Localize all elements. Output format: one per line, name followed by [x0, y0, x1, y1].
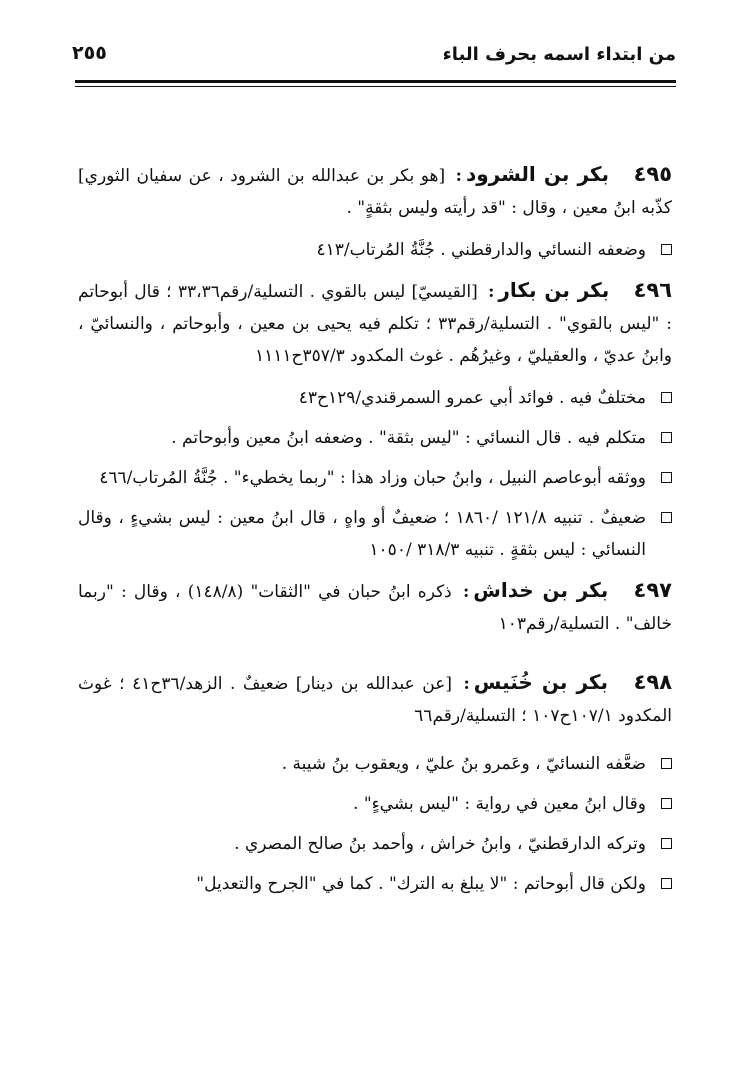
page-header	[72, 38, 676, 78]
bullet-item	[78, 502, 672, 566]
entry-name: بكر بن خداش	[473, 578, 609, 602]
bullet-item	[78, 828, 672, 860]
checkbox-bullet-icon	[661, 512, 672, 523]
entry-name: بكر بن خُنَيس	[473, 670, 609, 694]
entry-number: ٤٩٧	[633, 578, 672, 602]
checkbox-bullet-icon	[661, 878, 672, 889]
checkbox-bullet-icon	[661, 244, 672, 255]
checkbox-bullet-icon	[661, 472, 672, 483]
page-number: ٢٥٥	[72, 42, 107, 64]
bullet-text: ولكن قال أبوحاتم : "لا يبلغ به الترك" . كما في "الجرح والتعديل"	[196, 874, 646, 894]
bullet-text: وضعفه النسائي والدارقطني . جُنَّةُ المُرتاب/٤١٣	[316, 240, 646, 260]
bullet-text: وقال ابنُ معين في رواية : "ليس بشيءٍ" .	[353, 794, 646, 814]
page-body	[78, 158, 672, 908]
entry: ٤٩٨ بكر بن خُنَيس: [عن عبدالله بن دينار] ضعيفٌ . الزهد/٣٦ح٤١ ؛ غوث المكدود ١٠٧/١ح١٠٧ ؛ التسلية/رقم٦٦	[78, 670, 673, 726]
bullet-text: مختلفٌ فيه . فوائد أبي عمرو السمرقندي/١٢٩ح٤٣	[298, 388, 646, 408]
entry-text: ذكره ابنُ حبان في "الثقات" (١٤٨/٨) ، وقال : "ربما خالف" . التسلية/رقم١٠٣	[78, 582, 672, 634]
bullet-text: متكلم فيه . قال النسائي : "ليس بثقة" . وضعفه ابنُ معين وأبوحاتم .	[171, 428, 646, 448]
bullet-text: ضعَّفه النسائيّ ، وعَمرو بنُ عليّ ، ويعقوب بنُ شيبة .	[281, 754, 646, 774]
checkbox-bullet-icon	[661, 758, 672, 769]
entry: ٤٩٧ بكر بن خداش: ذكره ابنُ حبان في "الثقات" (١٤٨/٨) ، وقال : "ربما خالف" . التسلية/رقم١٠٣	[78, 578, 672, 634]
bullet-item	[78, 462, 672, 494]
entry-name: بكر بن بكار	[498, 278, 610, 302]
bullet-item	[78, 422, 672, 454]
header-rule-thick	[75, 80, 676, 83]
entry-text: [هو بكر بن عبدالله بن الشرود ، عن سفيان الثوري] كذّبه ابنُ معين ، وقال : "قد رأيته وليس بثقةٍ" .	[78, 166, 672, 218]
entry: ٤٩٦ بكر بن بكار: [القيسيّ] ليس بالقوي . التسلية/رقم٣٣،٣٦ ؛ قال أبوحاتم : "ليس بالقوي" . التسلية/رقم٣٣ ؛ تكلم فيه يحيى بن معين ، وأبوحاتم ، والنسائيّ ، وابنُ عديّ ، والعقيليّ ، وغيرُهُم . غوث المكدود ٣٥٧/٣ح١١١١	[78, 278, 673, 366]
bullet-item	[78, 748, 672, 780]
checkbox-bullet-icon	[661, 838, 672, 849]
entry-name: بكر بن الشرود	[465, 162, 610, 186]
entry-number: ٤٩٦	[633, 278, 673, 302]
entry-text: [عن عبدالله بن دينار] ضعيفٌ . الزهد/٣٦ح٤١ ؛ غوث المكدود ١٠٧/١ح١٠٧ ؛ التسلية/رقم٦٦	[78, 674, 672, 726]
entry-text: [القيسيّ] ليس بالقوي . التسلية/رقم٣٣،٣٦ ؛ قال أبوحاتم : "ليس بالقوي" . التسلية/رقم٣٣ ؛ تكلم فيه يحيى بن معين ، وأبوحاتم ، والنسائيّ ، وابنُ عديّ ، والعقيليّ ، وغيرُهُم . غوث المكدود ٣٥٧/٣ح١١١١	[78, 282, 672, 366]
bullet-text: ضعيفٌ . تنبيه ١٢١/٨ /١٨٦٠ ؛ ضعيفٌ أو واهٍ ، قال ابنُ معين : ليس بشيءٍ ، وقال النسائي : ليس بثقةٍ . تنبيه ٣١٨/٣ /١٠٥٠	[78, 508, 647, 560]
checkbox-bullet-icon	[661, 432, 672, 443]
bullet-text: ووثقه أبوعاصم النبيل ، وابنُ حبان وزاد هذا : "ربما يخطيء" . جُنَّةُ المُرتاب/٤٦٦	[99, 468, 646, 488]
checkbox-bullet-icon	[661, 392, 672, 403]
entry-number: ٤٩٥	[633, 162, 673, 186]
bullet-text: وتركه الدارقطنيّ ، وابنُ خراش ، وأحمد بنُ صالح المصري .	[234, 834, 646, 854]
bullet-item	[78, 382, 672, 414]
page-title: من ابتداء اسمه بحرف الباء	[442, 44, 676, 65]
bullet-item	[78, 234, 672, 266]
header-rule-thin	[75, 86, 676, 87]
entry: ٤٩٥ بكر بن الشرود: [هو بكر بن عبدالله بن الشرود ، عن سفيان الثوري] كذّبه ابنُ معين ، وقال : "قد رأيته وليس بثقةٍ" .	[78, 162, 673, 218]
bullet-item	[78, 868, 672, 900]
bullet-item	[78, 788, 672, 820]
checkbox-bullet-icon	[661, 798, 672, 809]
entry-number: ٤٩٨	[633, 670, 673, 694]
